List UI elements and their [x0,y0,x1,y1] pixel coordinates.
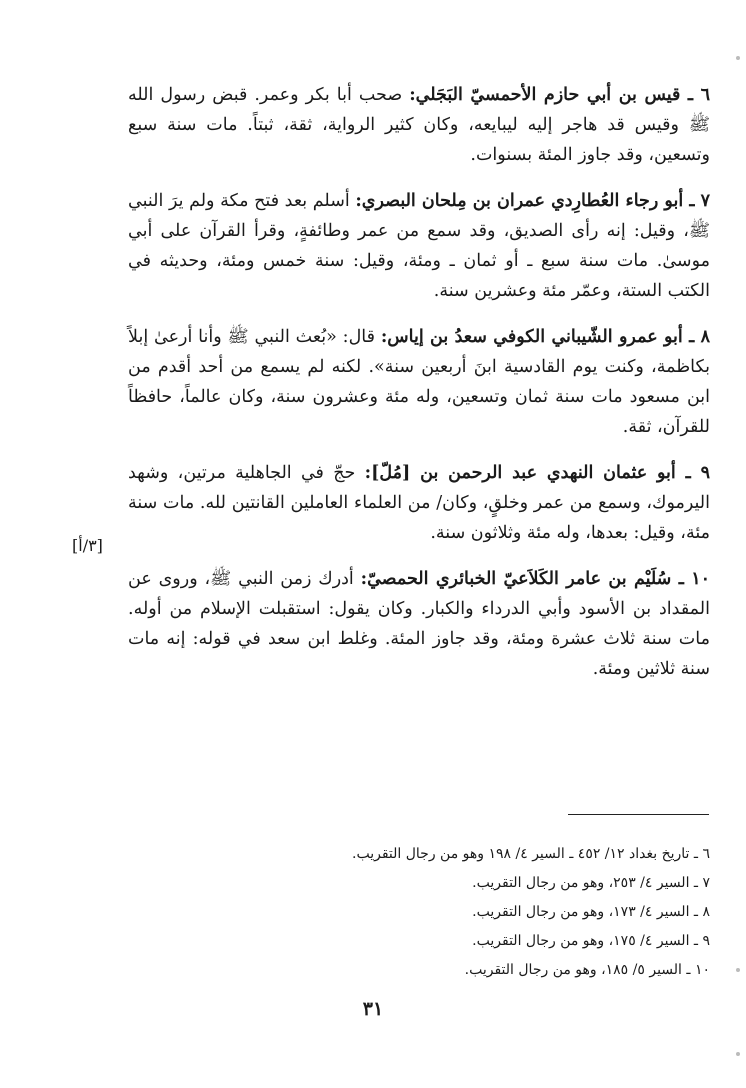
entry-heading: ٨ ـ أبو عمرو الشّيباني الكوفي سعدُ بن إياس: [380,327,711,347]
entry-heading: ٦ ـ قيس بن أبي حازم الأحمسيّ البَجَلي: [409,85,711,105]
entry-9 [128,458,710,548]
entry-8 [128,322,710,442]
entry-heading: ٧ ـ أبو رجاء العُطارِدي عمران بن مِلحان البصري: [355,191,710,211]
scan-speck [736,1052,740,1056]
entry-body: حجّ في الجاهلية مرتين، وشهد اليرموك، وسمع من عمر وخلقٍ، وكان/ من العلماء العاملين القانتين لله. مات سنة مئة، وقيل: بعدها، وله مئة وثلاثون سنة. [128,463,710,543]
entry-body: أدرك زمن النبي ﷺ، وروى عن المقداد بن الأسود وأبي الدرداء والكبار. وكان يقول: استقبلت الإسلام من أوله. مات سنة ثلاث عشرة ومئة، وقد جاوز المئة. وغلط ابن سعد في قوله: إنه مات سنة ثلاثين ومئة. [128,569,710,679]
entry-6 [128,80,710,170]
scan-speck [736,968,740,972]
entry-body: قال: «بُعث النبي ﷺ وأنا أرعىٰ إبلاً بكاظمة، وكنت يوم القادسية ابنَ أربعين سنة». لكنه لم يسمع من أحد أقدم من ابن مسعود مات سنة ثمان وتسعين، وله مئة وعشرون سنة، وكان عالماً، حافظاً للقرآن، ثقة. [128,327,710,437]
scan-speck [736,56,740,60]
footnotes [200,840,710,985]
footnote-separator [568,814,709,815]
entry-heading: ١٠ ـ سُلَيْم بن عامر الكَلاَعيّ الخبائري الحمصيّ: [360,569,711,589]
footnote-item: ١٠ ـ السير ٥/ ١٨٥، وهو من رجال التقريب. [464,962,710,978]
manuscript-folio-note: [٣/أ] [72,536,103,555]
footnote-item: ٧ ـ السير ٤/ ٢٥٣، وهو من رجال التقريب. [472,875,710,891]
footnote-item: ٦ ـ تاريخ بغداد ١٢/ ٤٥٢ ـ السير ٤/ ١٩٨ وهو من رجال التقريب. [352,846,710,862]
entry-10 [128,564,710,684]
page-number: ٣١ [362,998,384,1020]
footnote-item: ٨ ـ السير ٤/ ١٧٣، وهو من رجال التقريب. [472,904,710,920]
entry-heading: ٩ ـ أبو عثمان النهدي عبد الرحمن بن [مُلّ]: [364,463,710,483]
entry-7 [128,186,710,306]
entry-body: أسلم بعد فتح مكة ولم يرَ النبي ﷺ، وقيل: إنه رأى الصديق، وقد سمع من عمر وطائفةٍ، وقرأ القرآن على أبي موسىٰ. مات سنة سبع ـ أو ثمان ـ ومئة، وقيل: سنة خمس ومئة، وحديثه في الكتب الستة، وعمّر مئة وعشرين سنة. [128,191,710,301]
footnote-item: ٩ ـ السير ٤/ ١٧٥، وهو من رجال التقريب. [472,933,710,949]
entry-body: صحب أبا بكر وعمر. قبض رسول الله ﷺ وقيس قد هاجر إليه ليبايعه، وكان كثير الرواية، ثقة، ثبتاً. مات سنة سبع وتسعين، وقد جاوز المئة بسنوات. [128,85,710,165]
main-text [128,80,710,700]
